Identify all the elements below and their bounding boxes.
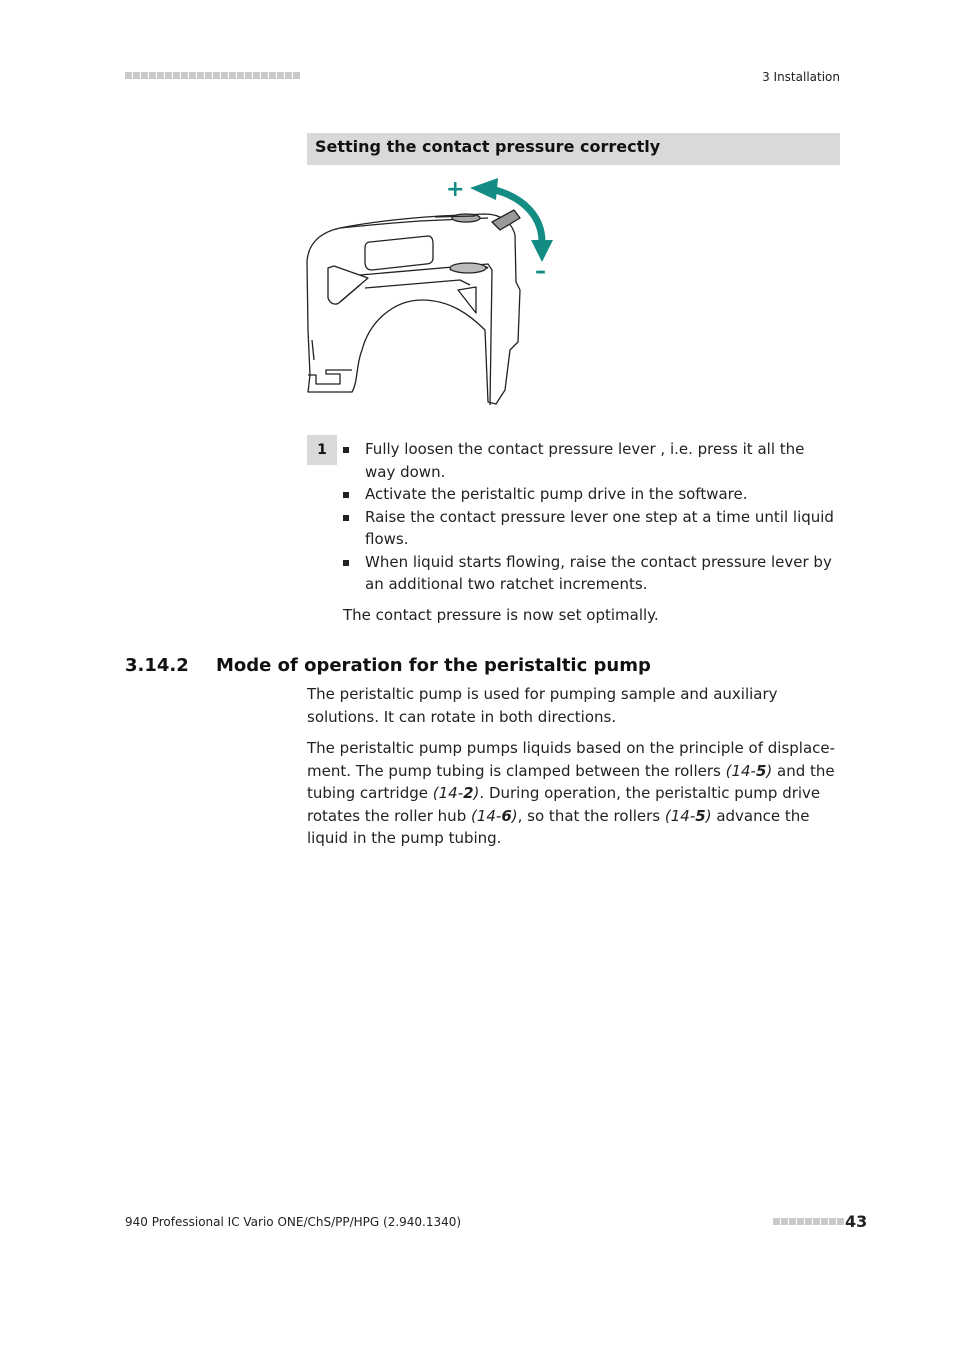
footer-decoration bbox=[773, 1218, 844, 1225]
list-item: When liquid starts flowing, raise the contact pressure lever by an additional two ratchet increments. bbox=[343, 551, 838, 596]
cartridge-slot bbox=[365, 236, 433, 270]
page-number: 43 bbox=[845, 1212, 868, 1231]
section-title: Mode of operation for the peristaltic pump bbox=[216, 655, 651, 676]
list-item: Raise the contact pressure lever one step at a time until liquid flows. bbox=[343, 506, 838, 551]
footer-document-title: 940 Professional IC Vario ONE/ChS/PP/HPG (2.940.1340) bbox=[125, 1215, 462, 1229]
figure-reference: (14-5) bbox=[664, 806, 712, 825]
plus-label: + bbox=[446, 177, 465, 202]
procedure-result: The contact pressure is now set optimally. bbox=[343, 606, 659, 624]
procedure-list bbox=[343, 438, 838, 596]
section-number: 3.14.2 bbox=[125, 655, 189, 676]
paragraph-2: The peristaltic pump pumps liquids based on the principle of displace-ment. The pump tubing is clamped between the rollers (14-5) and the tubing cartridge (14-2). During operation, the peristaltic pump drive rotates the roller hub (14-6), so that the rollers (14-5) advance the liquid in the pump tubing. bbox=[307, 739, 836, 847]
section-box-title: Setting the contact pressure correctly bbox=[307, 133, 840, 165]
tubing-cartridge-illustration bbox=[300, 170, 560, 410]
paragraph-1: The peristaltic pump is used for pumping sample and auxiliary solutions. It can rotate in both directions. bbox=[307, 685, 778, 726]
list-item: Activate the peristaltic pump drive in the software. bbox=[343, 483, 838, 506]
figure-reference: (14-6) bbox=[470, 806, 518, 825]
header-chapter: 3 Installation bbox=[762, 70, 840, 84]
cartridge-outline bbox=[307, 214, 520, 404]
header-decoration bbox=[125, 72, 300, 80]
figure-reference: (14-5) bbox=[725, 761, 773, 780]
figure-reference: (14-2) bbox=[432, 784, 480, 802]
step-number: 1 bbox=[307, 435, 337, 465]
minus-label: – bbox=[535, 259, 546, 284]
list-item: Fully loosen the contact pressure lever , i.e. press it all the way down. bbox=[343, 438, 838, 483]
